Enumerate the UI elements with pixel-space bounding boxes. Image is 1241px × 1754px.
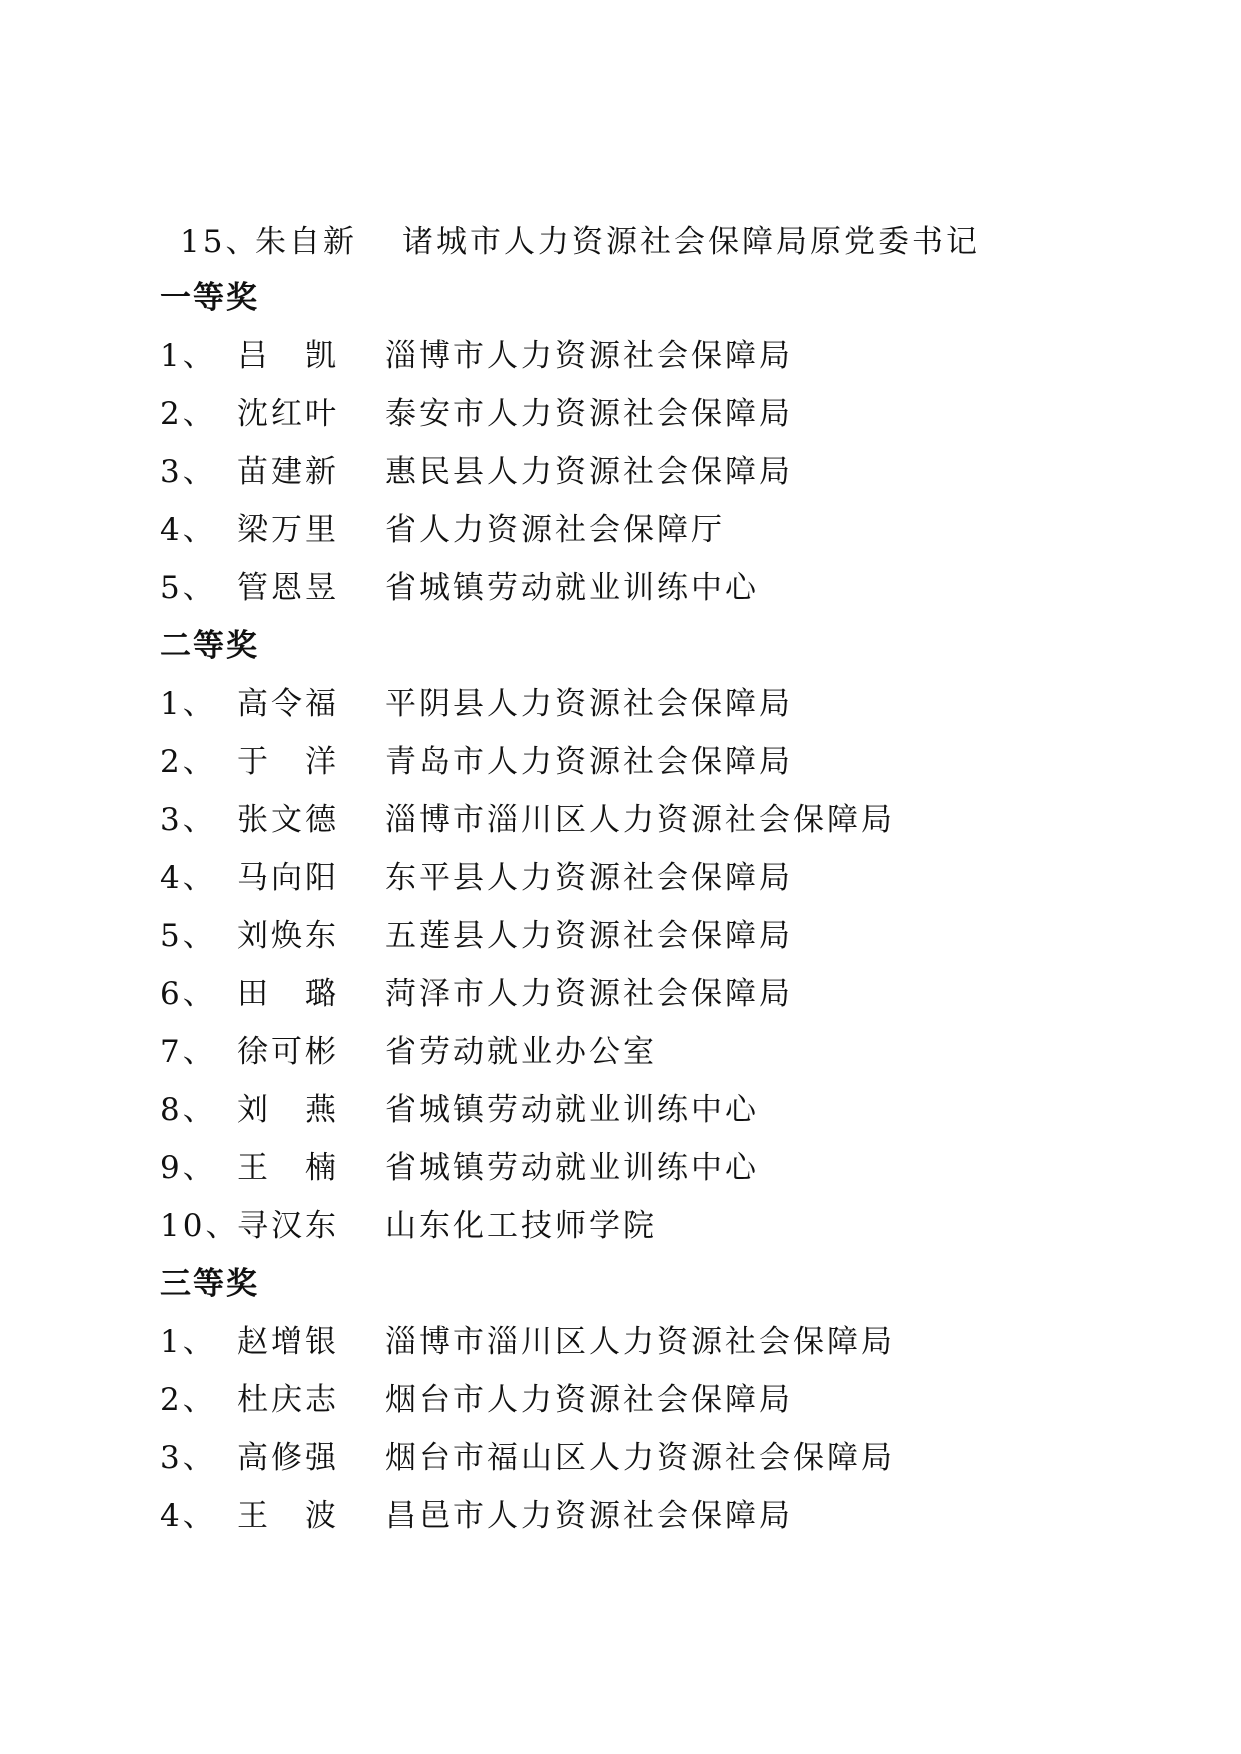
entry-name: 沈红叶 [237,396,339,432]
entry-organization: 省劳动就业办公室 [385,1034,657,1070]
entry-organization: 菏泽市人力资源社会保障局 [385,976,793,1012]
entry-name: 高修强 [237,1440,339,1476]
entry-number: 7、 [160,1034,217,1070]
entry-organization: 烟台市人力资源社会保障局 [385,1382,793,1418]
entry-number: 9、 [160,1150,217,1186]
entry-name: 杜庆志 [237,1382,339,1418]
entry-name: 马向阳 [237,860,339,896]
entry-number: 1、 [160,1324,217,1360]
entry-number: 3、 [160,454,217,490]
entry-name: 刘焕东 [237,918,339,954]
entry-organization: 昌邑市人力资源社会保障局 [385,1498,793,1534]
entry-number: 5、 [160,918,217,954]
entry-name: 苗建新 [237,454,339,490]
section-heading-third-prize: 三等奖 [160,1266,259,1302]
entry-organization: 淄博市淄川区人力资源社会保障局 [385,802,895,838]
entry-name: 张文德 [237,802,339,838]
entry-name: 田 璐 [237,976,339,1012]
entry-organization: 省城镇劳动就业训练中心 [385,1092,759,1128]
entry-name: 刘 燕 [237,1092,339,1128]
entry-organization: 淄博市人力资源社会保障局 [385,338,793,374]
entry-number: 6、 [160,976,217,1012]
entry-name: 高令福 [237,686,339,722]
entry-name: 梁万里 [237,512,339,548]
entry-organization: 省人力资源社会保障厅 [385,512,725,548]
entry-organization: 平阴县人力资源社会保障局 [385,686,793,722]
entry-name: 管恩昱 [237,570,339,606]
section-heading-second-prize: 二等奖 [160,628,259,664]
entry-number: 2、 [160,744,217,780]
entry-number: 15、 [180,224,260,260]
section-heading-first-prize: 一等奖 [160,280,259,316]
entry-name: 王 楠 [237,1150,339,1186]
entry-name: 朱自新 [255,224,357,260]
entry-number: 10、 [160,1208,240,1244]
entry-number: 1、 [160,338,217,374]
entry-organization: 惠民县人力资源社会保障局 [385,454,793,490]
entry-organization: 诸城市人力资源社会保障局原党委书记 [402,224,980,260]
entry-number: 2、 [160,396,217,432]
entry-number: 1、 [160,686,217,722]
entry-organization: 五莲县人力资源社会保障局 [385,918,793,954]
entry-number: 4、 [160,512,217,548]
entry-number: 3、 [160,1440,217,1476]
entry-name: 王 波 [237,1498,339,1534]
entry-organization: 淄博市淄川区人力资源社会保障局 [385,1324,895,1360]
entry-organization: 省城镇劳动就业训练中心 [385,570,759,606]
entry-name: 徐可彬 [237,1034,339,1070]
entry-number: 3、 [160,802,217,838]
entry-name: 赵增银 [237,1324,339,1360]
entry-number: 4、 [160,860,217,896]
entry-organization: 省城镇劳动就业训练中心 [385,1150,759,1186]
entry-organization: 东平县人力资源社会保障局 [385,860,793,896]
entry-number: 5、 [160,570,217,606]
entry-name: 于 洋 [237,744,339,780]
entry-organization: 烟台市福山区人力资源社会保障局 [385,1440,895,1476]
entry-name: 吕 凯 [237,338,339,374]
entry-organization: 山东化工技师学院 [385,1208,657,1244]
entry-name: 寻汉东 [237,1208,339,1244]
entry-organization: 青岛市人力资源社会保障局 [385,744,793,780]
entry-number: 4、 [160,1498,217,1534]
entry-number: 8、 [160,1092,217,1128]
entry-organization: 泰安市人力资源社会保障局 [385,396,793,432]
entry-number: 2、 [160,1382,217,1418]
